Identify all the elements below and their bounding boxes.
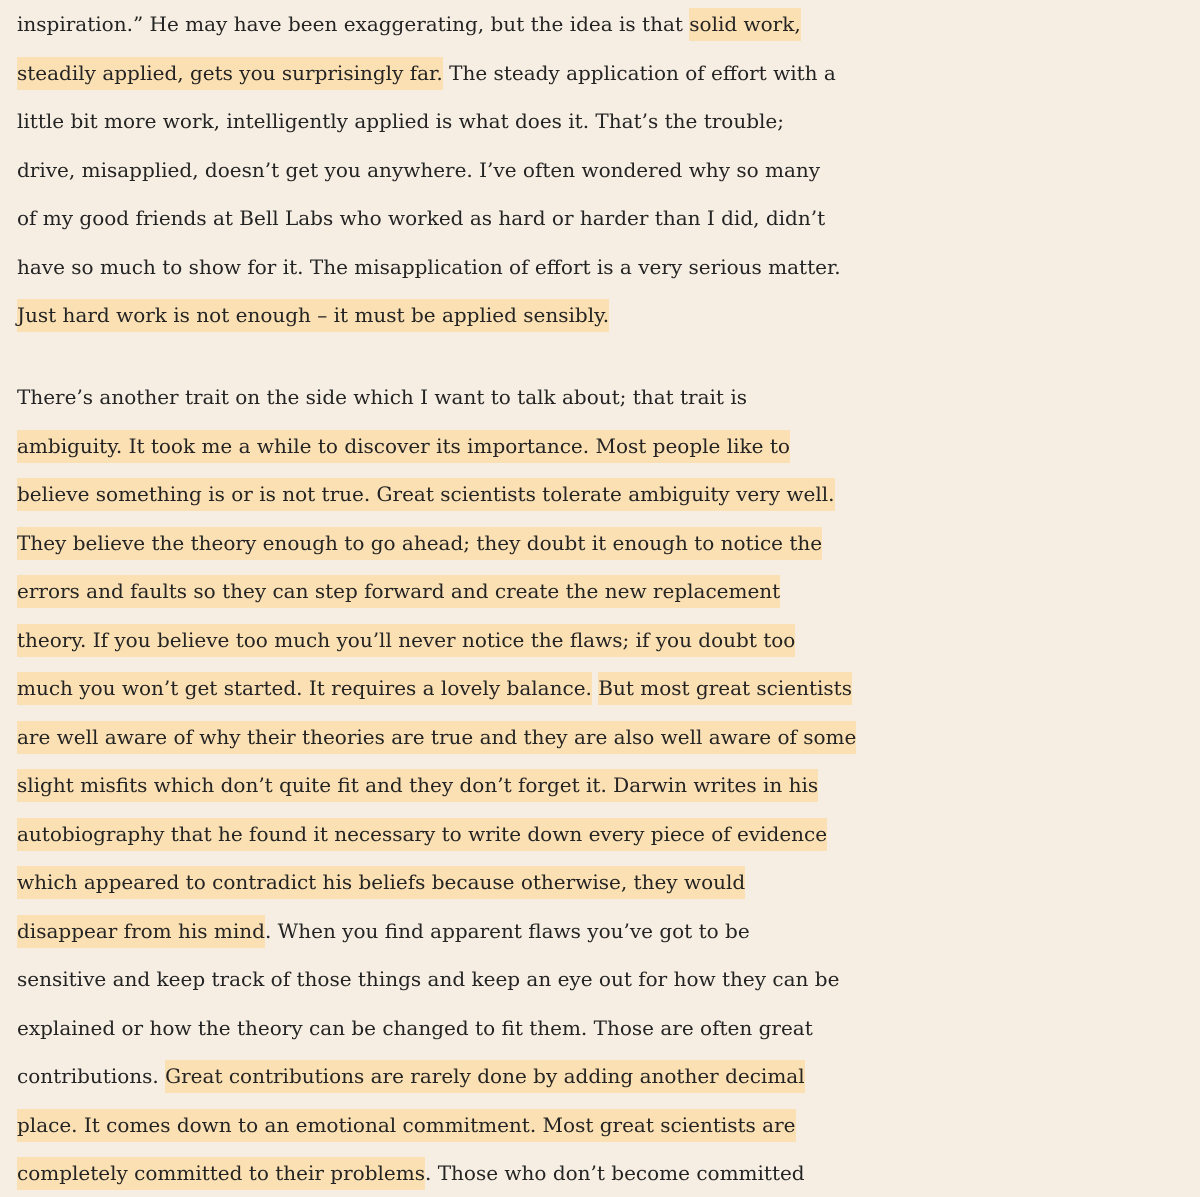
highlighted-text: disappear from his mind (17, 915, 265, 948)
highlighted-text: Great contributions are rarely done by adding another decimal (165, 1060, 804, 1093)
body-text: contributions. (17, 1064, 166, 1088)
text-line (17, 1101, 1197, 1150)
text-line (17, 616, 1197, 665)
text-line (17, 470, 1197, 519)
highlighted-text: believe something is or is not true. Great scientists tolerate ambiguity very well. (17, 478, 835, 511)
highlighted-text: theory. If you believe too much you’ll never notice the flaws; if you doubt too (17, 624, 795, 657)
highlighted-text: place. It comes down to an emotional commitment. Most great scientists are (17, 1109, 796, 1142)
text-line (17, 49, 1197, 98)
text-line (17, 1052, 1197, 1101)
highlighted-text: completely committed to their problems (17, 1157, 425, 1190)
text-line (17, 194, 1197, 243)
highlighted-text: errors and faults so they can step forward and create the new replacement (17, 575, 780, 608)
text-line (17, 243, 1197, 292)
text-line (17, 373, 1197, 422)
body-text: explained or how the theory can be changed to fit them. Those are often great (17, 1015, 813, 1040)
highlighted-text: ambiguity. It took me a while to discover its importance. Most people like to (17, 430, 790, 463)
text-line (17, 0, 1197, 49)
body-text: . Those who don’t become committed (424, 1161, 805, 1185)
text-line (17, 1149, 1197, 1197)
body-text: . When you find apparent flaws you’ve got to be (264, 918, 750, 943)
paragraph (17, 373, 1197, 1197)
highlighted-text: much you won’t get started. It requires a lovely balance. (17, 672, 592, 705)
text-line (17, 858, 1197, 907)
text-line (17, 519, 1197, 568)
body-text: of my good friends at Bell Labs who worked as hard or harder than I did, didn’t (17, 206, 826, 230)
highlighted-text: are well aware of why their theories are true and they are also well aware of some (17, 721, 856, 754)
body-text: drive, misapplied, doesn’t get you anywhere. I’ve often wondered why so many (17, 157, 821, 182)
highlighted-text: autobiography that he found it necessary to write down every piece of evidence (17, 818, 827, 851)
text-line (17, 1004, 1197, 1053)
text-line (17, 810, 1197, 859)
highlighted-text: But most great scientists (598, 672, 852, 705)
paragraph (17, 0, 1197, 340)
body-text: little bit more work, intelligently applied is what does it. That’s the trouble; (17, 109, 784, 133)
text-line (17, 907, 1197, 956)
text-line (17, 291, 1197, 340)
text-line (17, 567, 1197, 616)
text-line (17, 422, 1197, 471)
highlighted-text: which appeared to contradict his beliefs because otherwise, they would (17, 866, 745, 899)
text-line (17, 955, 1197, 1004)
text-line (17, 761, 1197, 810)
highlighted-text: slight misfits which don’t quite fit and they don’t forget it. Darwin writes in his (17, 769, 818, 802)
highlighted-text: solid work, (689, 8, 800, 41)
highlighted-text: steadily applied, gets you surprisingly far. (17, 57, 443, 90)
text-line (17, 664, 1197, 713)
text-line (17, 97, 1197, 146)
body-text: sensitive and keep track of those things and keep an eye out for how they can be (17, 967, 840, 991)
body-text: have so much to show for it. The misapplication of effort is a very serious matter. (17, 254, 841, 279)
body-text: There’s another trait on the side which I want to talk about; that trait is (17, 385, 747, 409)
text-line (17, 713, 1197, 762)
body-text: The steady application of effort with a (442, 60, 836, 85)
highlighted-text: Just hard work is not enough – it must be applied sensibly. (17, 299, 609, 332)
highlighted-text: They believe the theory enough to go ahead; they doubt it enough to notice the (17, 527, 822, 560)
body-text: inspiration.” He may have been exaggerating, but the idea is that (17, 12, 690, 36)
text-line (17, 146, 1197, 195)
